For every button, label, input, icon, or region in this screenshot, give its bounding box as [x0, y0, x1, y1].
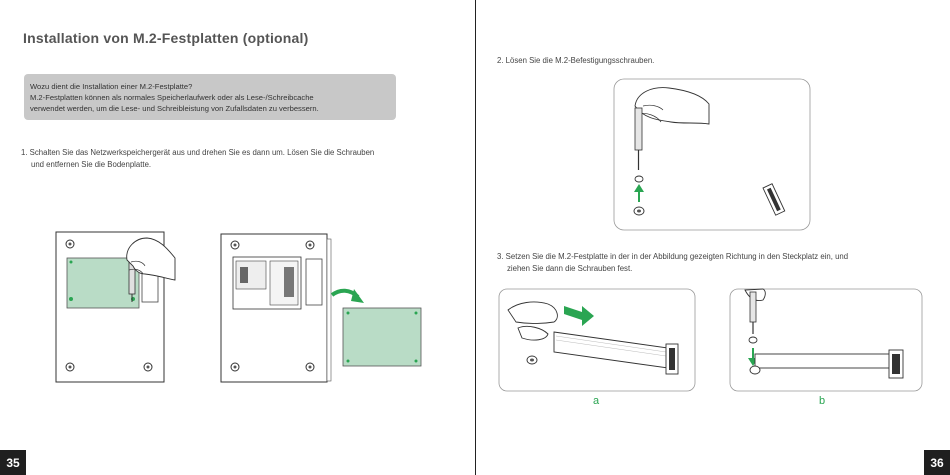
info-line-2: M.2-Festplatten können als normales Speicherlaufwerk oder als Lese-/Schreibcache — [30, 93, 314, 102]
fasten-screw-illustration-b — [729, 288, 923, 392]
step-3-text — [497, 251, 848, 274]
caption-a: a — [593, 395, 600, 407]
step-1-line-2: und entfernen Sie die Bodenplatte. — [31, 159, 152, 169]
page-number-right: 36 — [924, 450, 950, 475]
right-page — [476, 0, 950, 475]
device-bottom-illustration — [55, 230, 175, 385]
info-box — [24, 74, 396, 120]
page-title: Installation von M.2-Festplatten (optional) — [23, 30, 309, 46]
caption-b: b — [819, 395, 826, 407]
loosen-screw-illustration — [613, 78, 811, 231]
info-line-3: verwendet werden, um die Lese- und Schreibleistung von Zufallsdaten zu verbessern. — [30, 104, 319, 113]
info-question: Wozu dient die Installation einer M.2-Festplatte? — [30, 82, 193, 91]
step-2-text: 2. Lösen Sie die M.2-Befestigungsschrauben. — [497, 56, 655, 65]
step-3-line-2: ziehen Sie dann die Schrauben fest. — [507, 263, 633, 273]
step-1-text — [21, 147, 374, 170]
step-1-line-1: 1. Schalten Sie das Netzwerkspeichergerät aus und drehen Sie es dann um. Lösen Sie die Schrauben — [21, 148, 375, 157]
insert-drive-illustration-a — [498, 288, 696, 392]
open-device-illustration — [220, 233, 430, 385]
step-3-line-1: 3. Setzen Sie die M.2-Festplatte in der in der Abbildung gezeigten Richtung in den Steckplatz ein, und — [497, 252, 849, 261]
page-number-left: 35 — [0, 450, 26, 475]
